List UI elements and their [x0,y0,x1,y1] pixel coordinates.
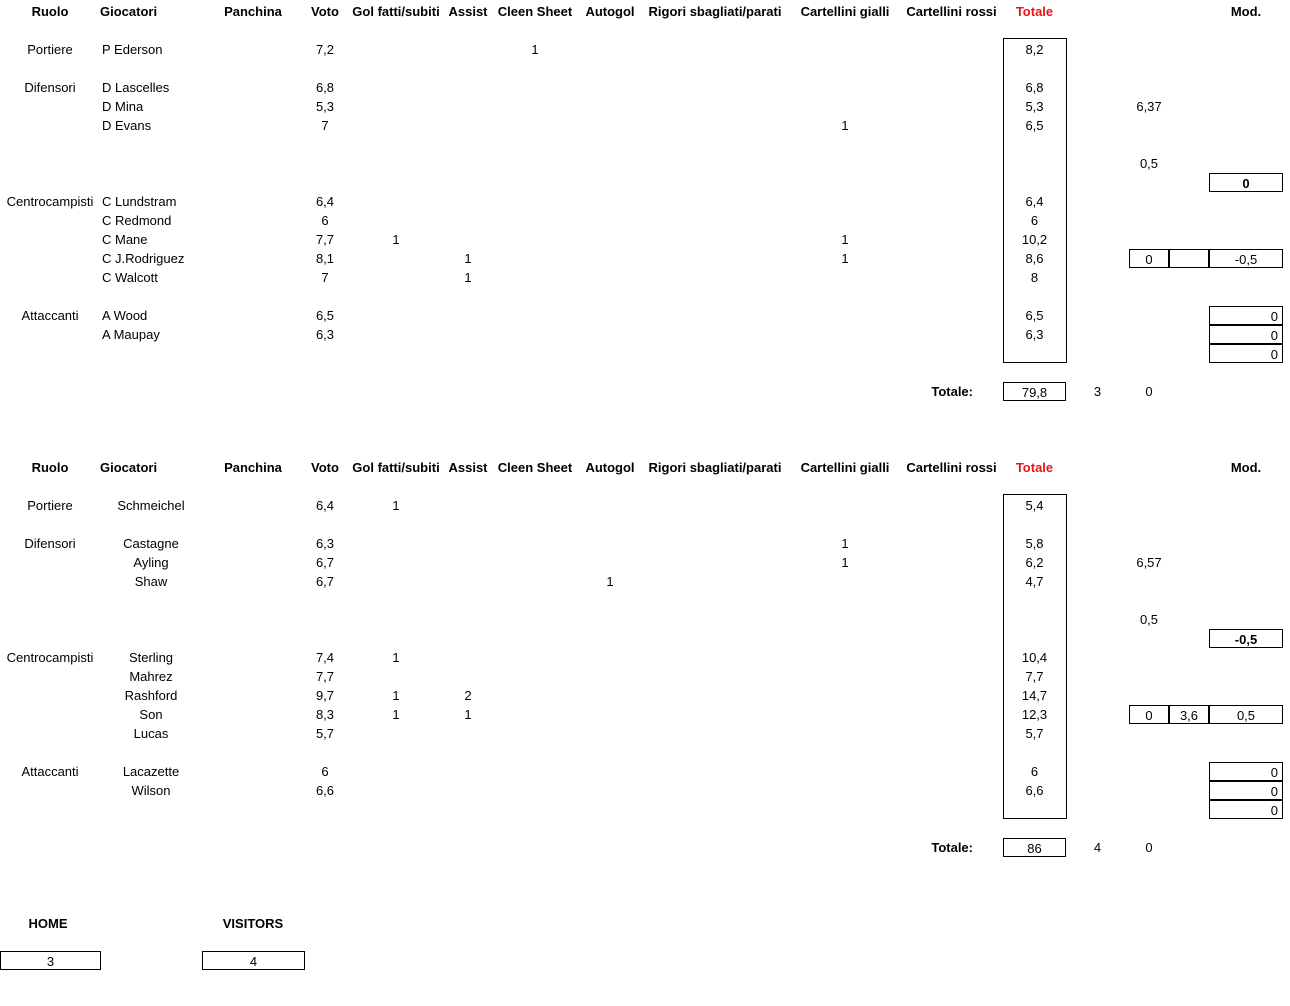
player-clean-sheet[interactable] [490,724,580,743]
player-clean-sheet[interactable] [490,496,580,515]
role-attaccanti[interactable]: Attaccanti [21,308,79,323]
player-assist[interactable]: 1 [464,707,472,722]
player-assist[interactable] [446,553,490,572]
role-difensori[interactable]: Difensori [24,80,76,95]
player-gol[interactable] [346,781,446,800]
player-gol[interactable]: 1 [392,707,400,722]
player-gialli[interactable] [790,572,900,591]
header-panchina[interactable]: Panchina [224,460,282,475]
player-voto[interactable]: 6,3 [315,536,335,551]
header-assist[interactable]: Assist [448,4,488,19]
player-gol[interactable] [346,116,446,135]
header-autogol[interactable]: Autogol [585,460,635,475]
player-autogol[interactable] [580,249,640,268]
player-autogol[interactable] [580,781,640,800]
player-voto[interactable]: 6,8 [315,80,335,95]
header-totale[interactable]: Totale [1015,4,1054,19]
player-totale[interactable]: 5,4 [1025,498,1044,513]
player-clean-sheet[interactable] [490,78,580,97]
player-name[interactable]: Lucas [133,726,169,741]
player-clean-sheet[interactable] [490,686,580,705]
player-name[interactable]: Shaw [134,574,168,589]
header-rigori[interactable]: Rigori sbagliati/parati [648,460,782,475]
player-voto[interactable]: 8,1 [315,251,335,266]
player-gol[interactable] [346,268,446,287]
header-mod[interactable]: Mod. [1230,460,1262,475]
attacker-modifier[interactable]: 0 [1209,762,1283,781]
player-voto[interactable]: 6,3 [315,327,335,342]
player-voto[interactable]: 5,7 [315,726,335,741]
player-name[interactable]: Son [139,707,163,722]
player-voto[interactable]: 6 [321,213,329,228]
player-gialli[interactable] [790,781,900,800]
player-voto[interactable]: 7,7 [315,669,335,684]
player-name[interactable]: C Mane [102,232,148,247]
player-gialli[interactable] [790,496,900,515]
team-total-extra[interactable]: 0 [1145,384,1153,399]
player-totale[interactable]: 8,6 [1025,251,1044,266]
player-assist[interactable] [446,572,490,591]
header-ruolo[interactable]: Ruolo [31,460,69,475]
header-gol[interactable]: Gol fatti/subiti [352,460,440,475]
player-totale[interactable]: 6,4 [1025,194,1044,209]
player-voto[interactable]: 9,7 [315,688,335,703]
player-name[interactable]: Schmeichel [117,498,185,513]
player-totale[interactable]: 5,3 [1025,99,1044,114]
player-clean-sheet[interactable] [490,230,580,249]
defender-modifier[interactable]: -0,5 [1209,629,1283,648]
player-totale[interactable]: 4,7 [1025,574,1044,589]
player-gol[interactable]: 1 [392,498,400,513]
player-totale[interactable]: 12,3 [1021,707,1048,722]
player-totale[interactable]: 6 [1030,213,1039,228]
player-gialli[interactable]: 1 [841,232,849,247]
player-autogol[interactable] [580,648,640,667]
defender-modifier[interactable]: 0 [1209,173,1283,192]
player-clean-sheet[interactable] [490,325,580,344]
player-assist[interactable] [446,781,490,800]
player-assist[interactable] [446,534,490,553]
player-assist[interactable] [446,762,490,781]
header-voto[interactable]: Voto [311,4,339,19]
header-totale[interactable]: Totale [1015,460,1054,475]
player-totale[interactable]: 8 [1030,270,1039,285]
player-autogol[interactable] [580,78,640,97]
player-name[interactable]: Lacazette [122,764,180,779]
player-gol[interactable] [346,534,446,553]
midfield-modifier[interactable]: 0,5 [1209,705,1283,724]
player-clean-sheet[interactable] [490,648,580,667]
player-totale[interactable]: 10,4 [1021,650,1048,665]
attacker-modifier[interactable]: 0 [1209,781,1283,800]
home-score[interactable]: 3 [0,951,101,970]
defender-average[interactable]: 6,37 [1136,99,1162,114]
role-centrocampisti[interactable]: Centrocampisti [6,194,94,209]
player-clean-sheet[interactable] [490,781,580,800]
player-gialli[interactable] [790,192,900,211]
player-gol[interactable] [346,325,446,344]
player-gol[interactable] [346,211,446,230]
player-gialli[interactable] [790,724,900,743]
player-assist[interactable] [446,230,490,249]
player-autogol[interactable] [580,762,640,781]
player-autogol[interactable] [580,667,640,686]
header-rossi[interactable]: Cartellini rossi [906,460,997,475]
player-clean-sheet[interactable] [490,249,580,268]
player-totale[interactable]: 6,5 [1025,118,1044,133]
player-totale[interactable]: 6,3 [1025,327,1044,342]
header-clean[interactable]: Cleen Sheet [497,4,573,19]
player-gialli[interactable] [790,325,900,344]
player-autogol[interactable] [580,724,640,743]
header-ruolo[interactable]: Ruolo [31,4,69,19]
player-autogol[interactable] [580,268,640,287]
player-name[interactable]: C J.Rodriguez [102,251,185,266]
player-assist[interactable] [446,496,490,515]
player-gialli[interactable] [790,705,900,724]
player-assist[interactable] [446,192,490,211]
visitors-score[interactable]: 4 [202,951,305,970]
player-autogol[interactable] [580,306,640,325]
player-gol[interactable] [346,724,446,743]
role-portiere[interactable]: Portiere [27,42,73,57]
role-portiere[interactable]: Portiere [27,498,73,513]
player-totale[interactable]: 8,2 [1025,42,1044,57]
player-clean-sheet[interactable] [490,97,580,116]
player-autogol[interactable] [580,686,640,705]
defender-bonus[interactable]: 0,5 [1139,612,1159,627]
player-assist[interactable] [446,211,490,230]
header-rigori[interactable]: Rigori sbagliati/parati [648,4,782,19]
header-giocatori[interactable]: Giocatori [100,460,158,475]
player-gialli[interactable] [790,40,900,59]
player-assist[interactable] [446,78,490,97]
team-total-extra[interactable]: 0 [1145,840,1153,855]
player-voto[interactable]: 7,2 [315,42,335,57]
player-assist[interactable] [446,667,490,686]
player-name[interactable]: A Maupay [102,327,160,342]
player-totale[interactable]: 14,7 [1021,688,1048,703]
attacker-modifier[interactable]: 0 [1209,344,1283,363]
player-voto[interactable]: 5,3 [315,99,335,114]
player-assist[interactable] [446,306,490,325]
player-gol[interactable]: 1 [392,650,400,665]
player-totale[interactable]: 7,7 [1025,669,1044,684]
player-totale[interactable]: 6,2 [1025,555,1044,570]
player-gialli[interactable] [790,268,900,287]
player-voto[interactable]: 7 [321,270,329,285]
player-gialli[interactable] [790,306,900,325]
attacker-modifier[interactable]: 0 [1209,306,1283,325]
defender-bonus[interactable]: 0,5 [1139,156,1159,171]
player-name[interactable]: C Walcott [102,270,158,285]
header-gialli[interactable]: Cartellini gialli [800,460,890,475]
player-voto[interactable]: 6,6 [315,783,335,798]
player-gialli[interactable] [790,667,900,686]
player-autogol[interactable]: 1 [606,574,614,589]
player-gialli[interactable]: 1 [841,251,849,266]
role-difensori[interactable]: Difensori [24,536,76,551]
player-gol[interactable] [346,553,446,572]
player-assist[interactable] [446,97,490,116]
player-clean-sheet[interactable] [490,553,580,572]
player-voto[interactable]: 6,7 [315,555,335,570]
player-name[interactable]: C Redmond [102,213,172,228]
player-assist[interactable] [446,116,490,135]
player-totale[interactable]: 6,6 [1025,783,1044,798]
player-voto[interactable]: 6,4 [315,194,335,209]
player-name[interactable]: Rashford [124,688,178,703]
player-voto[interactable]: 6 [321,764,329,779]
player-gialli[interactable] [790,686,900,705]
player-voto[interactable]: 7,4 [315,650,335,665]
player-clean-sheet[interactable] [490,192,580,211]
player-name[interactable]: D Lascelles [102,80,170,95]
player-name[interactable]: Sterling [128,650,174,665]
player-gialli[interactable] [790,211,900,230]
player-clean-sheet[interactable] [490,762,580,781]
player-name[interactable]: A Wood [102,308,148,323]
player-gialli[interactable]: 1 [841,536,849,551]
player-autogol[interactable] [580,40,640,59]
home-label[interactable]: HOME [28,916,68,931]
player-name[interactable]: Mahrez [129,669,173,684]
player-name[interactable]: Ayling [133,555,169,570]
player-totale[interactable]: 6,8 [1025,80,1044,95]
player-totale[interactable]: 5,8 [1025,536,1044,551]
midfield-value-b[interactable] [1169,249,1209,268]
player-autogol[interactable] [580,230,640,249]
role-centrocampisti[interactable]: Centrocampisti [6,650,94,665]
team-total[interactable]: 79,8 [1003,382,1066,401]
player-clean-sheet[interactable]: 1 [531,42,539,57]
visitors-label[interactable]: VISITORS [222,916,284,931]
player-autogol[interactable] [580,97,640,116]
player-voto[interactable]: 6,4 [315,498,335,513]
player-gol[interactable]: 1 [392,688,400,703]
player-gol[interactable] [346,762,446,781]
player-gialli[interactable] [790,648,900,667]
total-label[interactable]: Totale: [931,840,973,855]
header-autogol[interactable]: Autogol [585,4,635,19]
player-clean-sheet[interactable] [490,116,580,135]
player-gol[interactable] [346,78,446,97]
player-totale[interactable]: 6 [1030,764,1039,779]
player-name[interactable]: D Evans [102,118,152,133]
header-gialli[interactable]: Cartellini gialli [800,4,890,19]
defender-average[interactable]: 6,57 [1136,555,1162,570]
player-voto[interactable]: 7,7 [315,232,335,247]
player-voto[interactable]: 7 [321,118,329,133]
player-assist[interactable]: 2 [464,688,472,703]
player-autogol[interactable] [580,496,640,515]
midfield-modifier[interactable]: -0,5 [1209,249,1283,268]
player-clean-sheet[interactable] [490,534,580,553]
player-name[interactable]: P Ederson [102,42,163,57]
team-goals[interactable]: 4 [1093,840,1102,855]
player-gol[interactable] [346,667,446,686]
player-assist[interactable] [446,724,490,743]
player-clean-sheet[interactable] [490,268,580,287]
header-gol[interactable]: Gol fatti/subiti [352,4,440,19]
player-clean-sheet[interactable] [490,705,580,724]
player-autogol[interactable] [580,325,640,344]
player-totale[interactable]: 6,5 [1025,308,1044,323]
player-autogol[interactable] [580,534,640,553]
team-goals[interactable]: 3 [1093,384,1102,399]
header-giocatori[interactable]: Giocatori [100,4,158,19]
player-voto[interactable]: 8,3 [315,707,335,722]
attacker-modifier[interactable]: 0 [1209,800,1283,819]
player-voto[interactable]: 6,5 [315,308,335,323]
player-gol[interactable] [346,97,446,116]
player-gol[interactable] [346,572,446,591]
player-name[interactable]: C Lundstram [102,194,177,209]
player-clean-sheet[interactable] [490,211,580,230]
midfield-value-a[interactable]: 0 [1129,249,1169,268]
player-assist[interactable] [446,325,490,344]
player-autogol[interactable] [580,705,640,724]
player-gialli[interactable] [790,762,900,781]
header-clean[interactable]: Cleen Sheet [497,460,573,475]
player-clean-sheet[interactable] [490,667,580,686]
player-name[interactable]: Wilson [131,783,171,798]
player-gol[interactable] [346,192,446,211]
header-rossi[interactable]: Cartellini rossi [906,4,997,19]
player-gol[interactable] [346,306,446,325]
player-totale[interactable]: 10,2 [1021,232,1048,247]
midfield-value-a[interactable]: 0 [1129,705,1169,724]
player-assist[interactable]: 1 [464,270,472,285]
player-autogol[interactable] [580,192,640,211]
header-assist[interactable]: Assist [448,460,488,475]
player-clean-sheet[interactable] [490,306,580,325]
midfield-value-b[interactable]: 3,6 [1169,705,1209,724]
role-attaccanti[interactable]: Attaccanti [21,764,79,779]
player-gol[interactable] [346,40,446,59]
player-clean-sheet[interactable] [490,572,580,591]
header-panchina[interactable]: Panchina [224,4,282,19]
player-totale[interactable]: 5,7 [1025,726,1044,741]
player-name[interactable]: Castagne [123,536,179,551]
player-gol[interactable]: 1 [392,232,400,247]
player-assist[interactable]: 1 [464,251,472,266]
header-voto[interactable]: Voto [311,460,339,475]
player-gialli[interactable]: 1 [841,555,849,570]
total-label[interactable]: Totale: [931,384,973,399]
player-gol[interactable] [346,249,446,268]
team-total[interactable]: 86 [1003,838,1066,857]
player-autogol[interactable] [580,553,640,572]
header-mod[interactable]: Mod. [1230,4,1262,19]
player-assist[interactable] [446,648,490,667]
player-name[interactable]: D Mina [102,99,144,114]
player-gialli[interactable] [790,97,900,116]
attacker-modifier[interactable]: 0 [1209,325,1283,344]
player-assist[interactable] [446,40,490,59]
player-voto[interactable]: 6,7 [315,574,335,589]
player-gialli[interactable] [790,78,900,97]
player-autogol[interactable] [580,211,640,230]
player-gialli[interactable]: 1 [841,118,849,133]
player-autogol[interactable] [580,116,640,135]
